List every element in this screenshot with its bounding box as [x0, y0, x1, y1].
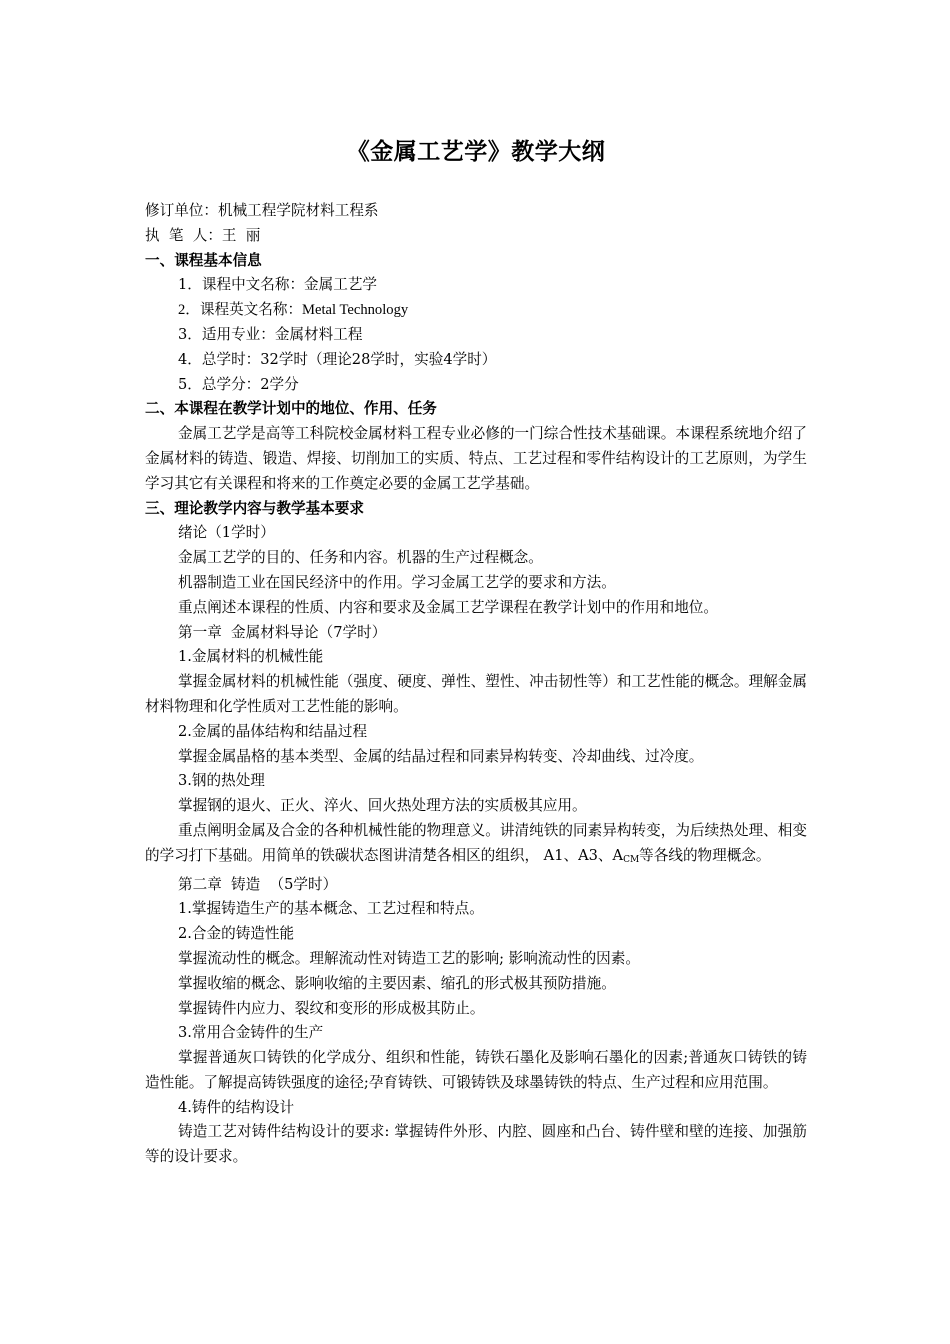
subheading: 3.常用合金铸件的生产	[178, 1024, 324, 1042]
paragraph: 掌握铸件内应力、裂纹和变形的形成极其防止。	[178, 999, 485, 1017]
list-item: 3．适用专业：金属材料工程	[178, 325, 363, 343]
intro-title: 绪论（1学时）	[178, 524, 275, 542]
section-heading-content: 三、理论教学内容与教学基本要求	[145, 499, 364, 517]
paragraph: 掌握金属材料的机械性能（强度、硬度、弹性、塑性、冲击韧性等）和工艺性能的概念。理解金属材料物理和化学性质对工艺性能的影响。	[145, 673, 807, 715]
paragraph: 金属工艺学的目的、任务和内容。机器的生产过程概念。	[178, 549, 543, 567]
list-item: 4．总学时：32学时（理论28学时，实验4学时）	[178, 350, 497, 368]
section-heading-basic-info: 一、课程基本信息	[145, 251, 262, 269]
chapter-title: 第一章 金属材料导论（7学时）	[178, 623, 387, 641]
paragraph: 金属工艺学是高等工科院校金属材料工程专业必修的一门综合性技术基础课。本课程系统地介绍了金属材料的铸造、锻造、焊接、切削加工的实质、特点、工艺过程和零件结构设计的工艺原则，为学生学习其它有关课程和将来的工作奠定必要的金属工艺学基础。	[145, 425, 807, 492]
document-title: 《金属工艺学》教学大纲	[346, 139, 606, 165]
subheading: 2.合金的铸造性能	[178, 925, 295, 943]
paragraph: 机器制造工业在国民经济中的作用。学习金属工艺学的要求和方法。	[178, 573, 616, 591]
subheading: 4.铸件的结构设计	[178, 1098, 295, 1116]
subheading: 3.钢的热处理	[178, 772, 265, 790]
author-line: 执 笔 人：王 丽	[145, 226, 261, 244]
list-item: 1．课程中文名称：金属工艺学	[178, 276, 378, 294]
acm-subscript: CM	[623, 854, 640, 865]
paragraph: 掌握金属晶格的基本类型、金属的结晶过程和同素异构转变、冷却曲线、过冷度。	[178, 747, 704, 765]
paragraph: 掌握流动性的概念。理解流动性对铸造工艺的影响; 影响流动性的因素。	[178, 949, 640, 967]
document-page	[145, 135, 807, 1170]
section-heading-role: 二、本课程在教学计划中的地位、作用、任务	[145, 400, 437, 418]
key-point-text-end: 等各线的物理概念。	[639, 846, 771, 864]
subheading: 2.金属的晶体结构和结晶过程	[178, 722, 368, 740]
list-item: 2．课程英文名称：Metal Technology	[178, 302, 409, 319]
list-item: 5．总学分：2学分	[178, 375, 299, 393]
paragraph: 掌握钢的退火、正火、淬火、回火热处理方法的实质极其应用。	[178, 797, 587, 815]
paragraph: 重点阐述本课程的性质、内容和要求及金属工艺学课程在教学计划中的作用和地位。	[178, 598, 718, 616]
key-point-paragraph	[145, 819, 807, 873]
subheading: 1.金属材料的机械性能	[178, 648, 324, 666]
chapter-title: 第二章 铸造 （5学时）	[178, 875, 338, 893]
paragraph: 掌握收缩的概念、影响收缩的主要因素、缩孔的形式极其预防措施。	[178, 974, 616, 992]
paragraph: 掌握普通灰口铸铁的化学成分、组织和性能，铸铁石墨化及影响石墨化的因素;普通灰口铸铁的铸造性能。了解提高铸铁强度的途径;孕育铸铁、可锻铸铁及球墨铸铁的特点、生产过程和应用范围。	[145, 1049, 807, 1091]
revision-unit: 修订单位：机械工程学院材料工程系	[145, 202, 379, 219]
paragraph: 1.掌握铸造生产的基本概念、工艺过程和特点。	[178, 900, 484, 918]
paragraph: 铸造工艺对铸件结构设计的要求: 掌握铸件外形、内腔、圆座和凸台、铸件壁和壁的连接、加强筋等的设计要求。	[145, 1123, 807, 1166]
key-point-text: 重点阐明金属及合金的各种机械性能的物理意义。讲清纯铁的同素异构转变，为后续热处理、相变的学习打下基础。用简单的铁碳状态图讲清楚各相区的组织， A1、A3、A	[145, 821, 807, 864]
